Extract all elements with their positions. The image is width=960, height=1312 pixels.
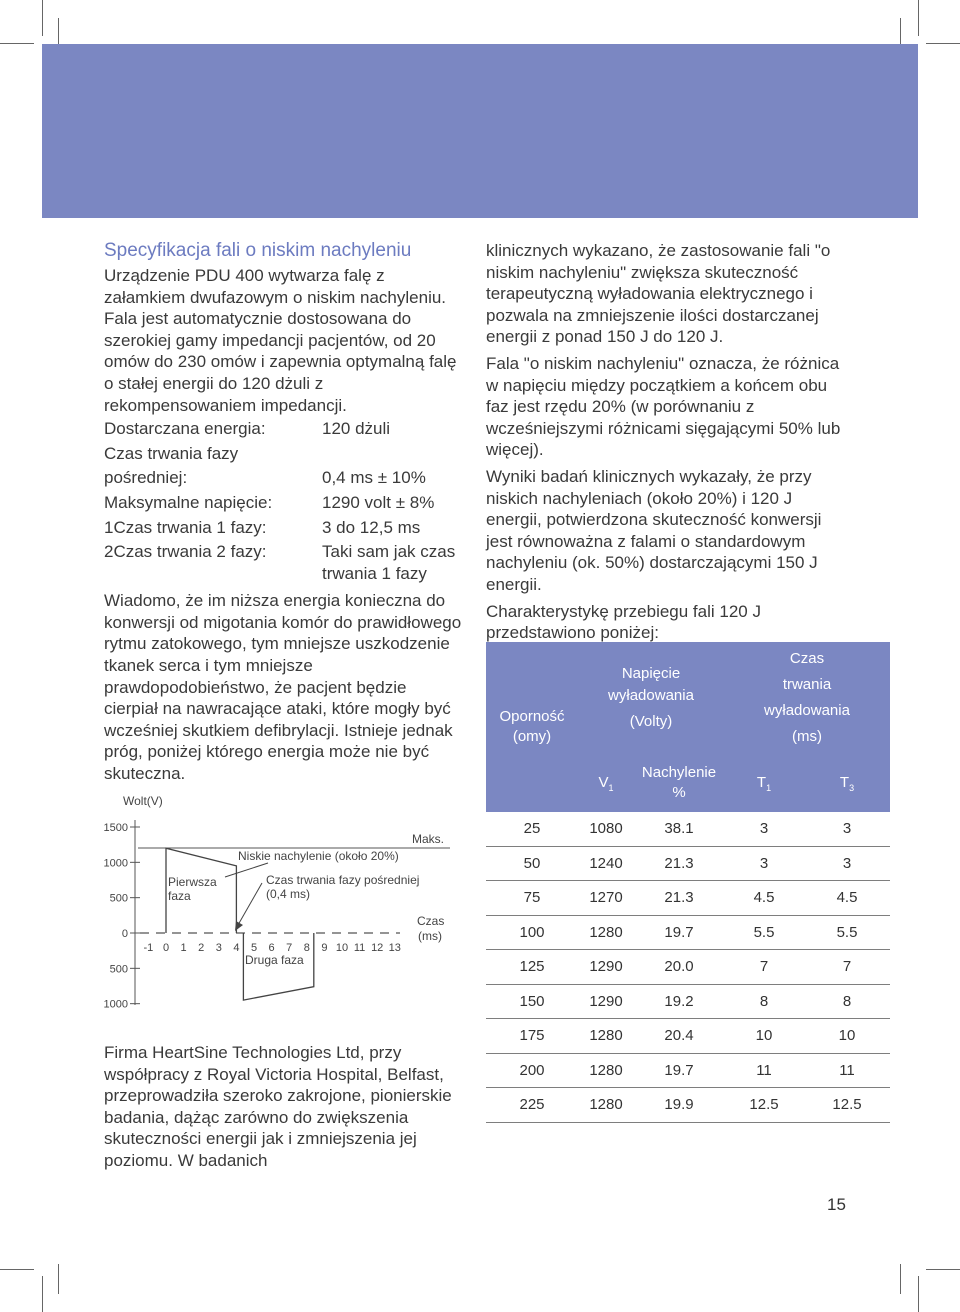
spec-row (104, 517, 464, 542)
table-cell: 75 (486, 881, 578, 916)
table-cell: 8 (724, 984, 804, 1019)
right-paragraph: Wyniki badań klinicznych wykazały, że przy niskich nachyleniach (około 20%) i 120 J energii, potwierdzona skuteczność konwersji jest równoważna z falami o standardowym nachyleniu (ok. 50%) dostarczającymi 150 J energii. (486, 466, 822, 594)
table-cell: 5.5 (804, 915, 890, 950)
table-cell: 3 (724, 846, 804, 881)
crop-mark (42, 0, 43, 36)
energy-paragraph: Wiadomo, że im niższa energia konieczna do konwersji od migotania komór do prawidłowego rytmu zatokowego, tym mniejsze uszkodzenie tkanek serca i tym mniejsze prawdopodobieństwo, że pacjent będzie cierpiał na nawracające ataki, które mogły być wcześniej skutkiem defibrylacji. Istnieje jednak próg, poniżej którego energia może nie być skuteczna. (104, 591, 462, 783)
table-cell: 1280 (578, 1088, 634, 1123)
table-cell: 150 (486, 984, 578, 1019)
waveform-chart (0, 785, 480, 1025)
table-cell: 19.9 (634, 1088, 724, 1123)
spec-row (104, 443, 464, 468)
table-cell: 1240 (578, 846, 634, 881)
spec-label: Czas trwania fazy (104, 443, 239, 463)
max-label: Maks. (412, 832, 445, 846)
y-tick-label: 0 (121, 928, 128, 940)
header-banner (42, 44, 918, 218)
y-tick-label: 1000 (103, 857, 128, 870)
spec-value: 0,4 ms ± 10% (322, 468, 426, 488)
table-cell: 4.5 (724, 881, 804, 916)
table-cell: 11 (724, 1053, 804, 1088)
right-column (486, 240, 850, 649)
table-cell: 4.5 (804, 881, 890, 916)
table-cell: 10 (804, 1019, 890, 1054)
table-cell: 12.5 (724, 1088, 804, 1123)
table-cell: 8 (804, 984, 890, 1019)
header-resistance: Oporność (omy) (486, 642, 578, 812)
waveform-table (486, 642, 890, 1123)
spec-label: Dostarczana energia: (104, 419, 266, 439)
table-cell: 1290 (578, 984, 634, 1019)
x-tick-label: 6 (268, 942, 275, 954)
x-tick-label: 1 (180, 942, 187, 954)
y-tick-label: 500 (109, 963, 128, 976)
intro-paragraph: Urządzenie PDU 400 wytwarza falę z załamkiem dwufazowym o niskim nachyleniu. Fala jest automatycznie dostosowana do szerokiej gamy impedancji pacjentów, od 20 omów do 230 omów i zapewnia optymalną falę o stałej energii do 120 dżuli z rekompensowaniem impedancji. (104, 266, 457, 415)
table-cell: 50 (486, 846, 578, 881)
spec-row (104, 541, 464, 586)
spec-value: 1290 volt ± 8% (322, 492, 435, 512)
table-cell: 3 (804, 812, 890, 846)
x-tick-label: 10 (335, 942, 349, 954)
phase-1-label: Pierwsza (168, 875, 217, 889)
crop-mark (900, 1264, 901, 1294)
table-cell: 1280 (578, 1019, 634, 1054)
crop-mark (0, 43, 34, 44)
table-cell: 175 (486, 1019, 578, 1054)
header-time: Czas trwania wyładowania (ms) (724, 642, 890, 754)
header-v1: $V_1$ (578, 754, 634, 812)
table-cell: 10 (724, 1019, 804, 1054)
closing-paragraph: Firma HeartSine Technologies Ltd, przy współpracy z Royal Victoria Hospital, Belfast, przeprowadziła szeroko zakrojone, pionierskie badania, dążąc zarówno do zwiększenia skuteczności energii jak i zmniejszenia jej poziomu. W badanich (104, 1043, 452, 1170)
table-cell: 1080 (578, 812, 634, 846)
table-cell: 12.5 (804, 1088, 890, 1123)
spec-label: pośredniej: (104, 468, 188, 488)
spec-label: Maksymalne napięcie: (104, 492, 273, 512)
header-t3: $T_3$ (804, 754, 890, 812)
y-tick-label: 500 (109, 892, 128, 905)
table-cell: 21.3 (634, 881, 724, 916)
left-column (104, 240, 464, 784)
x-tick-label: 8 (303, 942, 310, 954)
header-t1: $T_1$ (724, 754, 804, 812)
table-row (486, 915, 890, 950)
y-tick-label: 1500 (103, 822, 128, 834)
spec-row (104, 467, 464, 492)
crop-mark (918, 0, 919, 36)
table-cell: 21.3 (634, 846, 724, 881)
y-axis-label: Wolt(V) (123, 794, 163, 808)
spec-row (104, 418, 464, 443)
table-row (486, 1053, 890, 1088)
time-label-unit: (ms) (418, 929, 442, 943)
x-tick-label: 0 (162, 942, 170, 954)
x-tick-label: -1 (143, 942, 154, 954)
interphase-label: Czas trwania fazy pośredniej (266, 873, 420, 887)
table-cell: 200 (486, 1053, 578, 1088)
spec-value: 120 dżuli (322, 419, 391, 439)
table-cell: 20.4 (634, 1019, 724, 1054)
crop-mark (0, 1269, 34, 1270)
table-cell: 38.1 (634, 812, 724, 846)
table-cell: 1280 (578, 1053, 634, 1088)
time-label: Czas (417, 914, 445, 928)
page-number: 15 (827, 1195, 846, 1214)
x-tick-label: 11 (353, 942, 366, 954)
table-cell: 125 (486, 950, 578, 985)
right-paragraph: Charakterystykę przebiegu fali 120 J przedstawiono poniżej: (486, 601, 761, 643)
table-row (486, 984, 890, 1019)
x-tick-label: 13 (388, 942, 401, 954)
table-row (486, 1019, 890, 1054)
slope-label: Niskie nachylenie (około 20%) (238, 849, 399, 863)
header-slope: Nachylenie % (634, 754, 724, 812)
x-tick-label: 3 (215, 942, 222, 954)
right-paragraph: Fala "o niskim nachyleniu" oznacza, że różnica w napięciu między początkiem a końcem obu faz jest rzędu 20% (w porównaniu z wcześniejszymi różnicami sięgającymi 50% lub więcej). (486, 353, 841, 460)
table-cell: 25 (486, 812, 578, 846)
spec-value: Taki sam jak czas trwania 1 fazy (322, 542, 456, 583)
crop-mark (42, 1276, 43, 1312)
table-cell: 11 (804, 1053, 890, 1088)
table-cell: 19.7 (634, 1053, 724, 1088)
phase-1-label-2: faza (168, 889, 191, 903)
crop-mark (926, 43, 960, 44)
table-cell: 1290 (578, 950, 634, 985)
table-cell: 7 (724, 950, 804, 985)
crop-mark (926, 1269, 960, 1270)
table-cell: 19.7 (634, 915, 724, 950)
spec-row (104, 492, 464, 517)
crop-mark (58, 1264, 59, 1294)
table-cell: 19.2 (634, 984, 724, 1019)
x-tick-label: 12 (371, 942, 384, 954)
table-cell: 3 (804, 846, 890, 881)
table-cell: 5.5 (724, 915, 804, 950)
table-cell: 3 (724, 812, 804, 846)
phase-2-label: Druga faza (245, 953, 304, 967)
x-tick-label: 2 (198, 942, 205, 954)
right-paragraph: klinicznych wykazano, że zastosowanie fali "o niskim nachyleniu" zwiększa skuteczność terapeutyczną wyładowania elektrycznego i pozwala na zmniejszenie ilości dostarczanej energii z ponad 150 J do 120 J. (486, 241, 831, 347)
x-tick-label: 5 (250, 942, 258, 954)
x-tick-label: 9 (321, 942, 328, 954)
table-cell: 225 (486, 1088, 578, 1123)
y-tick-label: 1000 (103, 998, 128, 1011)
interphase-arrow (238, 883, 262, 925)
spec-label: 2Czas trwania 2 fazy: (104, 542, 267, 562)
x-tick-label: 4 (233, 942, 240, 954)
x-tick-label: 7 (286, 942, 293, 954)
spec-label: 1Czas trwania 1 fazy: (104, 517, 267, 537)
header-voltage: Napięcie wyładowania (Volty) (578, 642, 724, 754)
table-row (486, 950, 890, 985)
crop-mark (918, 1276, 919, 1312)
table-cell: 7 (804, 950, 890, 985)
table-body (486, 812, 890, 1122)
table-row (486, 1088, 890, 1123)
table-cell: 20.0 (634, 950, 724, 985)
table-cell: 1280 (578, 915, 634, 950)
table-row (486, 846, 890, 881)
interphase-label-value: (0,4 ms) (266, 887, 311, 901)
table-cell: 100 (486, 915, 578, 950)
table-cell: 1270 (578, 881, 634, 916)
section-title: Specyfikacja fali o niskim nachyleniu (104, 240, 412, 261)
table-row (486, 881, 890, 916)
spec-value: 3 do 12,5 ms (322, 517, 421, 537)
table-row (486, 812, 890, 846)
